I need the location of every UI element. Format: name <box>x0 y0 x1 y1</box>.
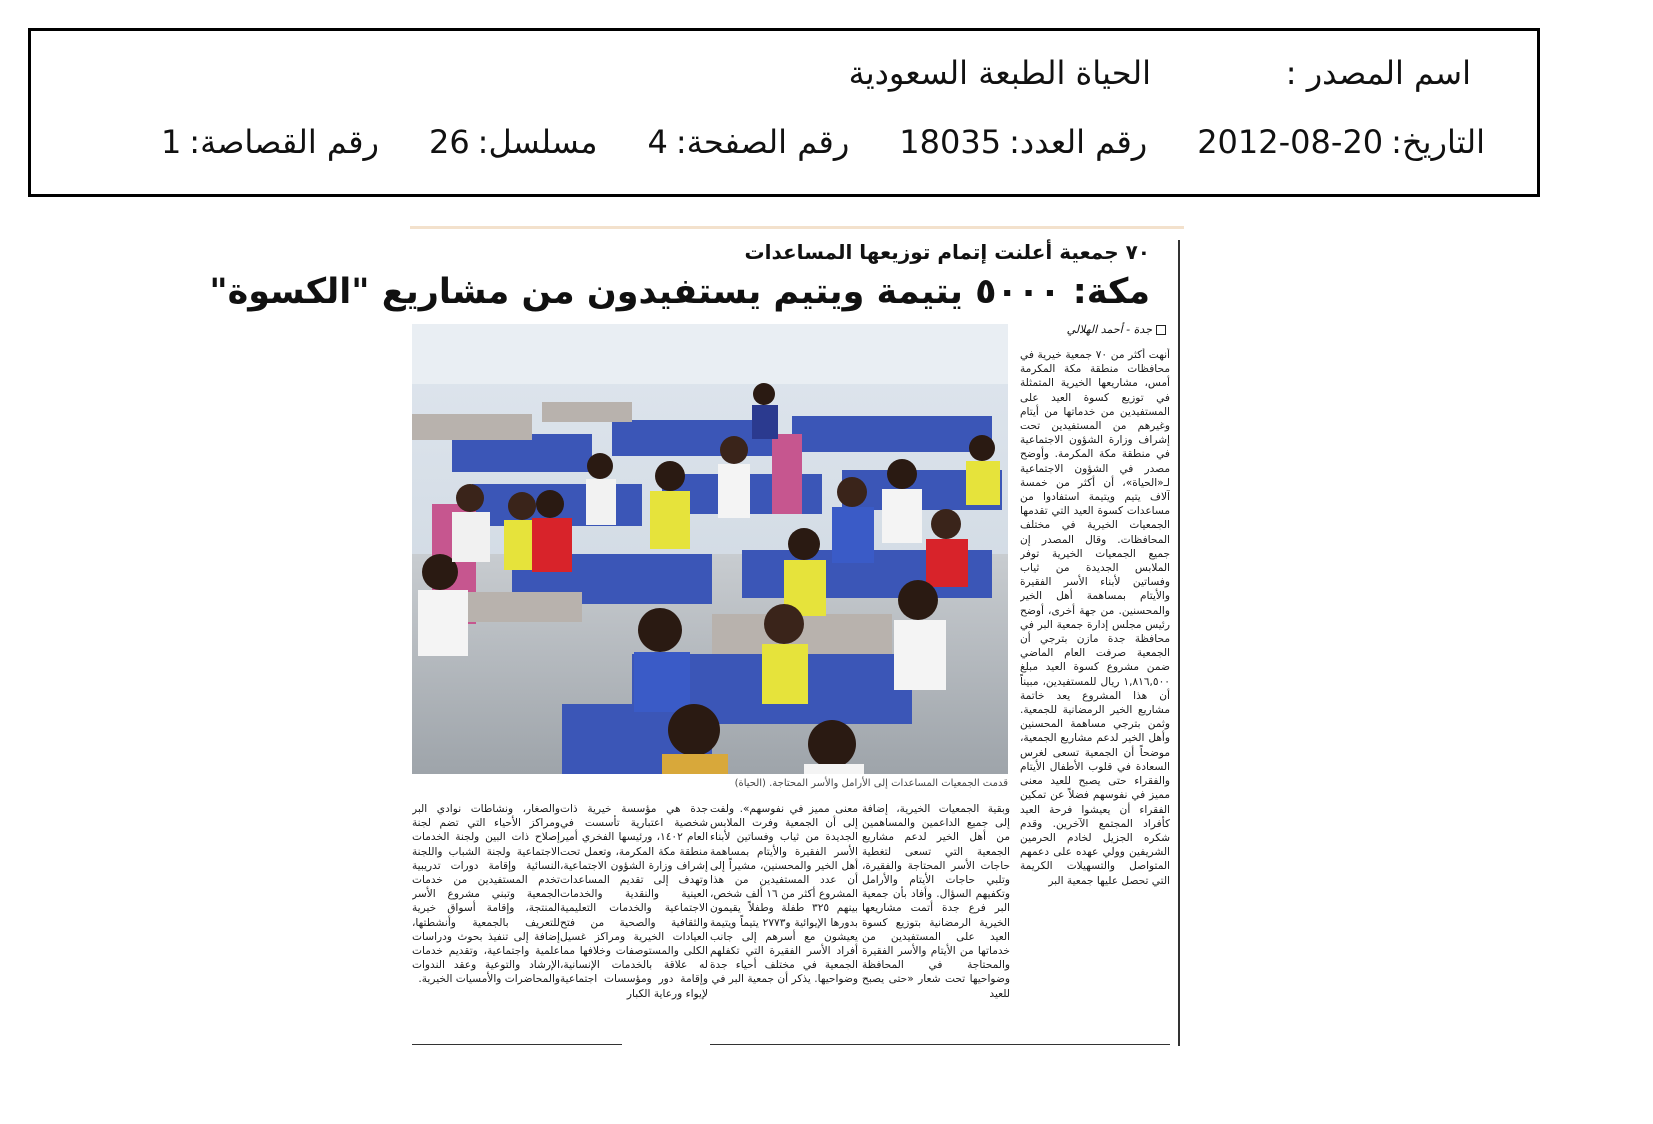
classroom-photo-image <box>412 324 1008 774</box>
meta-row <box>161 122 1485 162</box>
source-info-box <box>28 28 1540 197</box>
clipping-top-rule <box>410 226 1184 229</box>
issue-value: 18035 <box>899 123 1002 161</box>
article-column-bottom-4 <box>412 802 560 1040</box>
serial-field <box>429 122 598 162</box>
column-text: والصغار، ونشاطات نوادي البر ومراكز الأحياء التي تضم لجنة إصلاح ذات البين ولجنة الخدمات الاجتماعية ولجنة الشباب واللجنة النسائية وإقامة دورات تدريبية تخدم المستفيدين من خدمات الجمعية وتبني مشروع الأسر المنتجة، وإقامة أسواق خيرية للتعريف بالجمعية وأنشطتها، إضافة إلى تنفيذ بحوث ودراسات علمية واجتماعية، وتقديم خدمات الإرشاد والتوعية وعقد الندوات والمحاضرات والأمسيات الخيرية. <box>412 803 560 986</box>
column-text: معنى مميز في نفوسهم». ولفت إلى أن الجمعية وفرت الملابس الجديدة من ثياب وفساتين لأبناء الأسر الفقيرة والأيتام بمساهمة أهل الخير والمحسنين، مشيراً إلى أن عدد المستفيدين من هذا المشروع أكثر من ١٦ ألف شخص، بينهم ٣٢٥ طفلة وطفلاً يقيمون بدورها الإيوائية و٢٧٧٣ يتيماً ويتيمة يعيشون مع أسرهم إلى جانب أفراد الأسر الفقيرة التي تكفلهم الجمعية في مختلف أحياء جدة وضواحيها. يذكر أن جمعية البر في <box>710 803 858 986</box>
byline-box-icon <box>1156 325 1166 335</box>
article-byline <box>1067 323 1166 336</box>
clip-label: رقم القصاصة: <box>189 123 379 161</box>
column-text: أنهت أكثر من ٧٠ جمعية خيرية في محافظات منطقة مكة المكرمة أمس، مشاريعها الخيرية المتمثلة في توزيع كسوة العيد على المستفيدين من خدماتها من أيتام وغيرهم من المستفيدين تحت إشراف وزارة الشؤون الاجتماعية في منطقة مكة المكرمة. وأوضح مصدر في الشؤون الاجتماعية لـ«الحياة»، أن أكثر من خمسة آلاف يتيم ويتيمة استفادوا من مساعدات كسوة العيد التي تقدمها الجمعيات الخيرية في مختلف المحافظات. وقال المصدر إن جميع الجمعيات الخيرية توفر الملابس الجديدة من ثياب وفساتين لأبناء الأسر الفقيرة والأيتام بمساهمة أهل الخير والمحسنين. من جهة أخرى، أوضح رئيس مجلس إدارة جمعية البر في محافظة جدة مازن بترجي أن الجمعية صرفت العام الماضي ضمن مشروع كسوة العيد مبلغ ١,٨١٦,٥٠٠ ريال للمستفيدين، مبيناً أن هذا المشروع يعد خاتمة مشاريع الخير الرمضانية للجمعية. وثمن بترجي مساهمة المحسنين وأهل الخير لدعم مشاريع الجمعية، موضحاً أن الجمعية تسعى لغرس السعادة في قلوب الأطفال الأيتام والفقراء حتى يصبح للعيد معنى مميز في نفوسهم فضلاً عن تمكين الفقراء أن يعيشوا فرحة العيد كأفراد المجتمع الآخرين. وقدم شكره الجزيل لخادم الحرمين الشريفين وولي عهده على دعمهم المتواصل والتسهيلات الكريمة التي تحصل عليها جمعية البر <box>1020 349 1170 887</box>
issue-label: رقم العدد: <box>1009 123 1148 161</box>
article-column-bottom-3 <box>560 802 708 1040</box>
article-kicker: ٧٠ جمعية أعلنت إتمام توزيعها المساعدات <box>744 240 1150 264</box>
clipping-side-rule <box>1178 240 1180 1046</box>
article-photo <box>412 324 1008 774</box>
source-value: الحياة الطبعة السعودية <box>848 54 1151 92</box>
page-label: رقم الصفحة: <box>675 123 850 161</box>
bottom-rule-right <box>710 1044 1170 1045</box>
column-text: وبقية الجمعيات الخيرية، إضافة إلى جميع الداعمين والمساهمين من أهل الخير لدعم مشاريع الجمعية التي تسعى لتغطية حاجات الأسر المحتاجة والفقيرة، وتلبي حاجات الأيتام والأرامل وتكفيهم السؤال. وأفاد بأن جمعية البر فرع جدة أتمت مشاريعها الخيرية الرمضانية بتوزيع كسوة العيد على المستفيدين من خدماتها من الأيتام والأسر الفقيرة والمحتاجة في المحافظة وضواحيها تحت شعار «حتى يصبح للعيد <box>862 803 1010 1000</box>
byline-text: جدة - أحمد الهلالي <box>1066 323 1152 336</box>
page-value: 4 <box>647 123 668 161</box>
article-column-bottom-1 <box>862 802 1010 1040</box>
bottom-rule-left <box>412 1044 622 1045</box>
column-text: جدة هي مؤسسة خيرية ذات شخصية اعتبارية تأسست في العام ١٤٠٢، ورئيسها الفخري أمير منطقة مكة المكرمة، وتعمل تحت إشراف وزارة الشؤون الاجتماعية، وتهدف إلى تقديم المساعدات العينية والنقدية والخدمات الاجتماعية والخدمات التعليمية والثقافية والصحية من فتح العيادات الخيرية ومراكز غسيل الكلى والمستوصفات وخلافها مما له علاقة بالخدمات الإنسانية، وإقامة دور ومؤسسات اجتماعية لإيواء ورعاية الكبار <box>560 803 708 1000</box>
clip-field <box>161 122 379 162</box>
article-column-bottom-2 <box>710 802 858 1040</box>
date-value: 2012-08-20 <box>1197 123 1384 161</box>
newspaper-clipping <box>209 226 1184 1046</box>
article-headline: مكة: ٥٠٠٠ يتيمة ويتيم يستفيدون من مشاريع "الكسوة" <box>209 272 1150 312</box>
photo-caption: قدمت الجمعيات المساعدات إلى الأرامل والأسر المحتاجة. (الحياة) <box>734 778 1008 789</box>
article-column-right <box>1020 348 1170 1038</box>
page-field <box>648 122 850 162</box>
clip-value: 1 <box>160 123 182 161</box>
source-label: اسم المصدر : <box>1285 54 1471 92</box>
date-field <box>1197 122 1485 162</box>
serial-value: 26 <box>428 123 470 161</box>
serial-label: مسلسل: <box>477 123 598 161</box>
issue-field <box>899 122 1147 162</box>
date-label: التاريخ: <box>1391 123 1485 161</box>
